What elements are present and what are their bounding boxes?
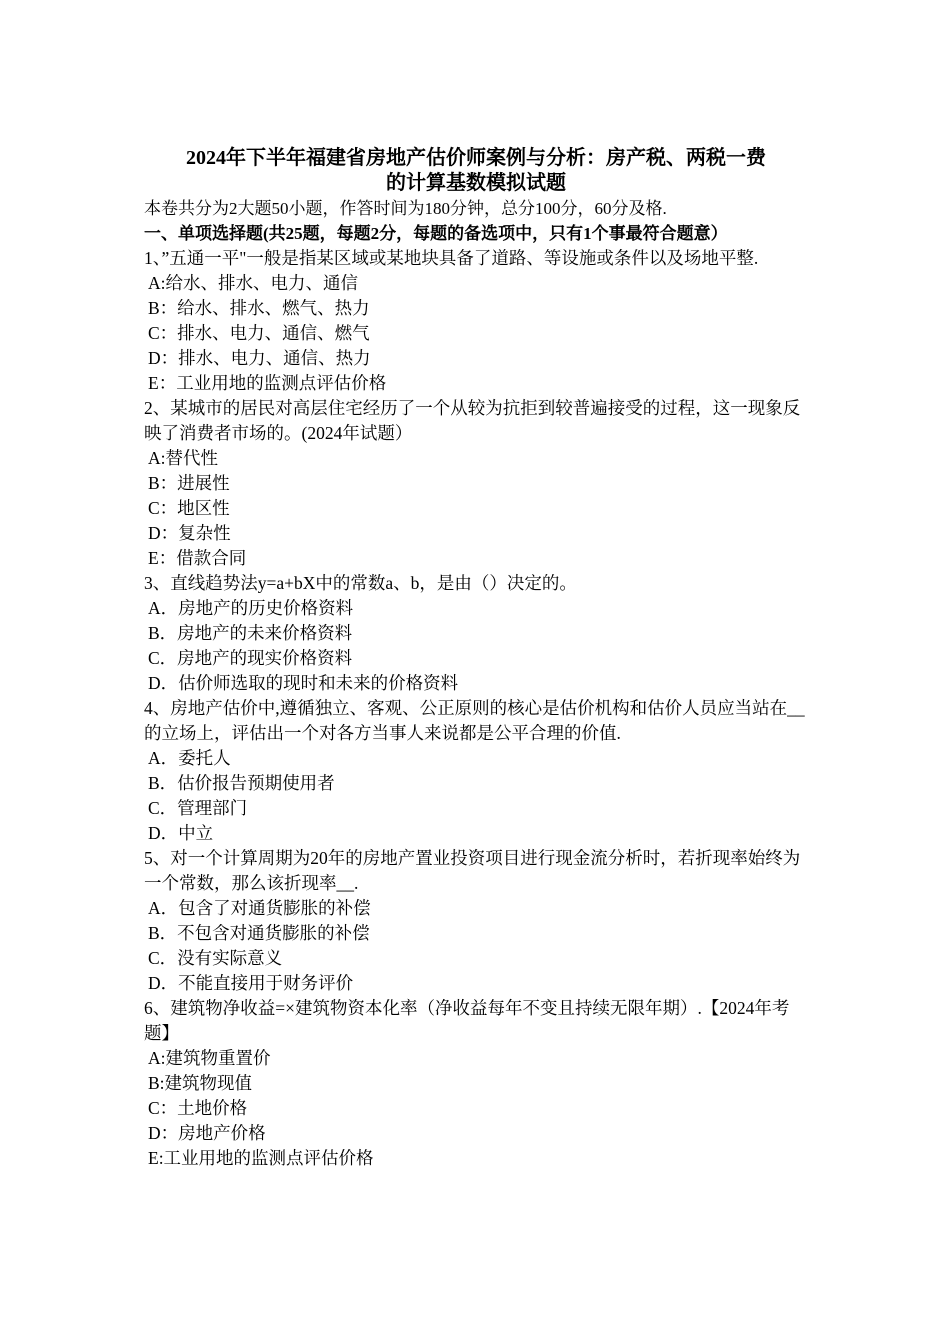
exam-info: 本卷共分为2大题50小题，作答时间为180分钟，总分100分，60分及格.: [144, 199, 667, 218]
answer-option: B：进展性: [148, 473, 230, 493]
answer-option: C．管理部门: [148, 798, 248, 818]
answer-option: E：工业用地的监测点评估价格: [148, 373, 387, 393]
answer-option: B．估价报告预期使用者: [148, 773, 335, 793]
question-block: [144, 996, 808, 1171]
document-body: [144, 146, 808, 1171]
answer-option: D．中立: [148, 823, 214, 843]
answer-option: C．房地产的现实价格资料: [148, 648, 353, 668]
answer-option: D．估价师选取的现时和未来的价格资料: [148, 673, 459, 693]
question-block: [144, 696, 808, 846]
answer-option: B．房地产的未来价格资料: [148, 623, 353, 643]
answer-option: A．委托人: [148, 748, 231, 768]
answer-option: C．没有实际意义: [148, 948, 283, 968]
answer-option: E：借款合同: [148, 548, 247, 568]
answer-option: A．包含了对通货膨胀的补偿: [148, 898, 371, 918]
question-list: [144, 246, 808, 1171]
answer-option: C：地区性: [148, 498, 230, 518]
document-title-line-1: 2024年下半年福建省房地产估价师案例与分析：房产税、两税一费: [186, 147, 766, 169]
answer-option: C：排水、电力、通信、燃气: [148, 323, 370, 343]
answer-option: B:建筑物现值: [148, 1073, 253, 1093]
answer-option: D：房地产价格: [148, 1123, 266, 1143]
answer-option: A:给水、排水、电力、通信: [148, 273, 358, 293]
question-block: [144, 396, 808, 571]
answer-option: B：给水、排水、燃气、热力: [148, 298, 370, 318]
answer-option: B．不包含对通货膨胀的补偿: [148, 923, 370, 943]
question-stem: 3、直线趋势法y=a+bX中的常数a、b，是由（）决定的。: [144, 573, 577, 593]
answer-option: A:替代性: [148, 448, 218, 468]
question-block: [144, 246, 808, 396]
question-stem: 5、对一个计算周期为20年的房地产置业投资项目进行现金流分析时，若折现率始终为一个常数，那么该折现率__.: [144, 848, 801, 893]
question-stem: 4、房地产估价中,遵循独立、客观、公正原则的核心是估价机构和估价人员应当站在__的立场上，评估出一个对各方当事人来说都是公平合理的价值.: [144, 698, 805, 743]
answer-option: D：排水、电力、通信、热力: [148, 348, 371, 368]
question-stem: 2、某城市的居民对高层住宅经历了一个从较为抗拒到较普遍接受的过程，这一现象反映了消费者市场的。(2024年试题）: [144, 398, 801, 443]
question-stem: 1、”五通一平"一般是指某区域或某地块具备了道路、等设施或条件以及场地平整.: [144, 248, 759, 268]
section-heading: 一、单项选择题(共25题，每题2分，每题的备选项中，只有1个事最符合题意）: [144, 224, 728, 243]
answer-option: C：土地价格: [148, 1098, 248, 1118]
answer-option: D．不能直接用于财务评价: [148, 973, 354, 993]
answer-option: A:建筑物重置价: [148, 1048, 271, 1068]
answer-option: D：复杂性: [148, 523, 231, 543]
question-stem: 6、建筑物净收益=×建筑物资本化率（净收益每年不变且持续无限年期）.【2024年考题】: [144, 998, 790, 1043]
question-block: [144, 571, 808, 696]
question-block: [144, 846, 808, 996]
answer-option: A．房地产的历史价格资料: [148, 598, 354, 618]
answer-option: E:工业用地的监测点评估价格: [148, 1148, 374, 1168]
document-title-line-2: 的计算基数模拟试题: [386, 172, 566, 194]
